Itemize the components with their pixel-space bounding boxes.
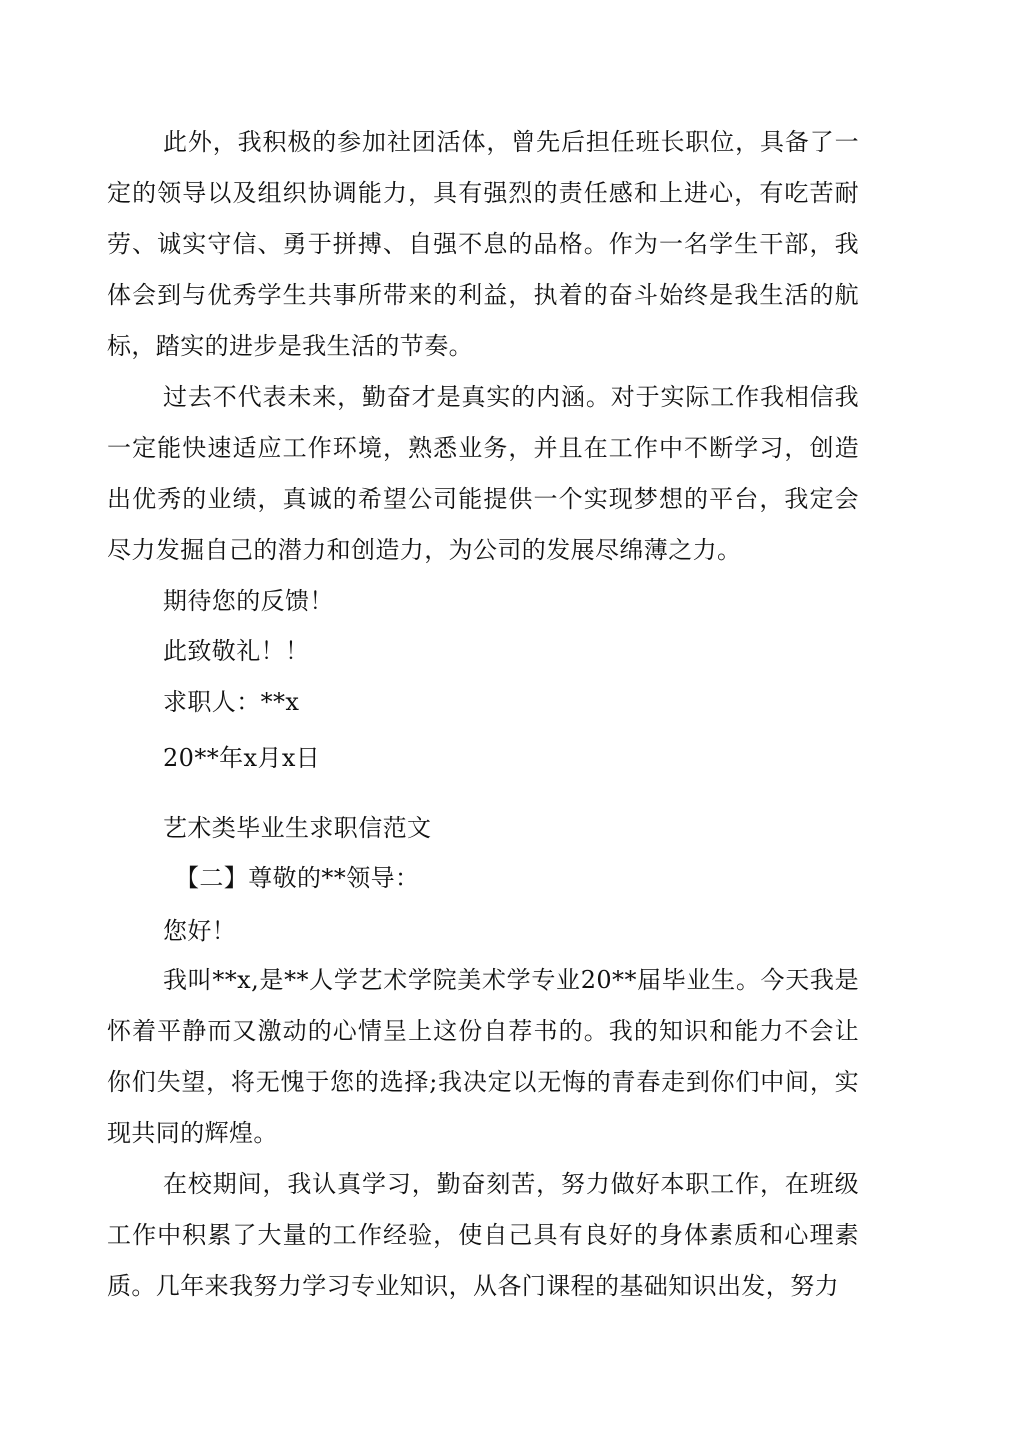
paragraph-future-work: 过去不代表未来，勤奋才是真实的内涵。对于实际工作我相信我一定能快速适应工作环境，熟悉业务，并且在工作中不断学习，创造出优秀的业绩，真诚的希望公司能提供一个实现梦想的平台，我定会尽力发掘自己的潜力和创造力，为公司的发展尽绵薄之力。: [107, 383, 859, 564]
closing-date: 20**年x月x日: [163, 744, 321, 772]
closing-salute: 此致敬礼！！: [163, 637, 310, 665]
second-letter-greeting: 【二】尊敬的**领导：: [175, 864, 420, 892]
second-letter-hello: 您好！: [163, 917, 237, 945]
paragraph-introduction: 我叫**x,是**人学艺术学院美术学专业20**届毕业生。今天我是怀着平静而又激动的心情呈上这份自荐书的。我的知识和能力不会让你们失望，将无愧于您的选择;我决定以无悔的青春走到你们中间，实现共同的辉煌。: [107, 966, 859, 1147]
second-letter-title: 艺术类毕业生求职信范文: [163, 814, 432, 842]
closing-applicant: 求职人：**x: [163, 688, 300, 716]
closing-anticipation: 期待您的反馈！: [163, 587, 334, 615]
paragraph-club-activities: 此外，我积极的参加社团活体，曾先后担任班长职位，具备了一定的领导以及组织协调能力，具有强烈的责任感和上进心，有吃苦耐劳、诚实守信、勇于拼搏、自强不息的品格。作为一名学生干部，我体会到与优秀学生共事所带来的利益，执着的奋斗始终是我生活的航标，踏实的进步是我生活的节奏。: [107, 128, 859, 360]
paragraph-school-period: 在校期间，我认真学习，勤奋刻苦，努力做好本职工作，在班级工作中积累了大量的工作经验，使自己具有良好的身体素质和心理素质。几年来我努力学习专业知识，从各门课程的基础知识出发，努力: [107, 1170, 859, 1300]
